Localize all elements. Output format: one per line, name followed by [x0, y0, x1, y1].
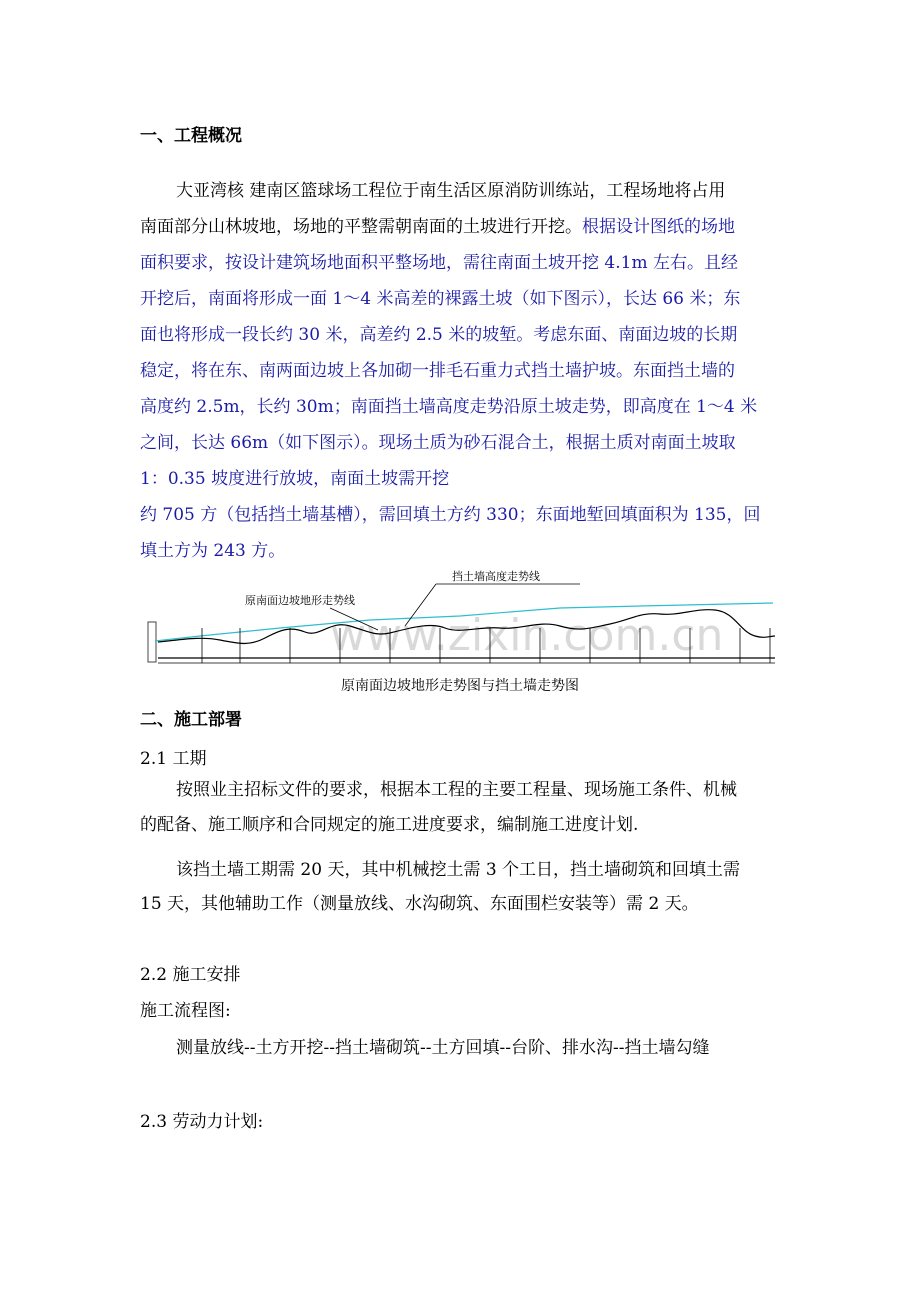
paragraph-line: 1：0.35 坡度进行放坡，南面土坡需开挖 [140, 469, 450, 489]
paragraph-line: 该挡土墙工期需 20 天，其中机械挖土需 3 个工日，挡土墙砌筑和回填土需 [176, 860, 741, 880]
paragraph-line: 高度约 2.5m，长约 30m；南面挡土墙高度走势沿原土坡走势，即高度在 1～4 米 [140, 397, 758, 417]
paragraph-line: 面也将形成一段长约 30 米，高差约 2.5 米的坡堑。考虑东面、南面边坡的长期 [140, 325, 738, 345]
watermark-text: www.zixin.com.cn [330, 610, 724, 661]
label-wall-trend: 挡土墙高度走势线 [452, 570, 540, 583]
paragraph-line: 大亚湾核 建南区篮球场工程位于南生活区原消防训练站，工程场地将占用 [176, 181, 726, 201]
paragraph-text-blue: 根据设计图纸的场地 [582, 217, 735, 237]
paragraph-line: 按照业主招标文件的要求，根据本工程的主要工程量、现场施工条件、机械 [176, 780, 737, 800]
paragraph-line [140, 212, 735, 237]
subsection-title-arrangement: 2.2 施工安排 [140, 965, 241, 985]
paragraph-line: 填土方为 243 方。 [140, 541, 286, 561]
paragraph-line: 约 705 方（包括挡土墙基槽），需回填土方约 330；东面地堑回填面积为 135，回 [140, 505, 761, 525]
construction-flow: 测量放线--土方开挖--挡土墙砌筑--土方回填--台阶、排水沟--挡土墙勾缝 [176, 1038, 710, 1058]
slope-terrain-figure [140, 570, 785, 670]
label-terrain-trend: 原南面边坡地形走势线 [245, 594, 355, 607]
paragraph-line: 稳定，将在东、南两面边坡上各加砌一排毛石重力式挡土墙护坡。东面挡土墙的 [140, 361, 735, 381]
paragraph-line: 开挖后，南面将形成一面 1～4 米高差的裸露土坡（如下图示），长达 66 米；东 [140, 289, 741, 309]
left-structure [148, 622, 156, 662]
paragraph-line: 的配备、施工顺序和合同规定的施工进度要求，编制施工进度计划. [140, 815, 639, 835]
section-heading-overview: 一、工程概况 [140, 126, 242, 146]
figure-caption: 原南面边坡地形走势图与挡土墙走势图 [341, 678, 579, 694]
subsection-title-schedule: 2.1 工期 [140, 749, 207, 769]
section-heading-deployment: 二、施工部署 [140, 710, 242, 730]
paragraph-line: 面积要求，按设计建筑场地面积平整场地，需往南面土坡开挖 4.1m 左右。且经 [140, 253, 738, 273]
paragraph-line: 15 天，其他辅助工作（测量放线、水沟砌筑、东面围栏安装等）需 2 天。 [140, 894, 699, 914]
paragraph-text: 南面部分山林坡地，场地的平整需朝南面的土坡进行开挖。 [140, 217, 582, 237]
paragraph-line: 之间，长达 66m（如下图示）。现场土质为砂石混合土，根据土质对南面土坡取 [140, 433, 736, 453]
flow-label: 施工流程图: [140, 1001, 231, 1021]
subsection-title-labor: 2.3 劳动力计划: [140, 1112, 264, 1132]
